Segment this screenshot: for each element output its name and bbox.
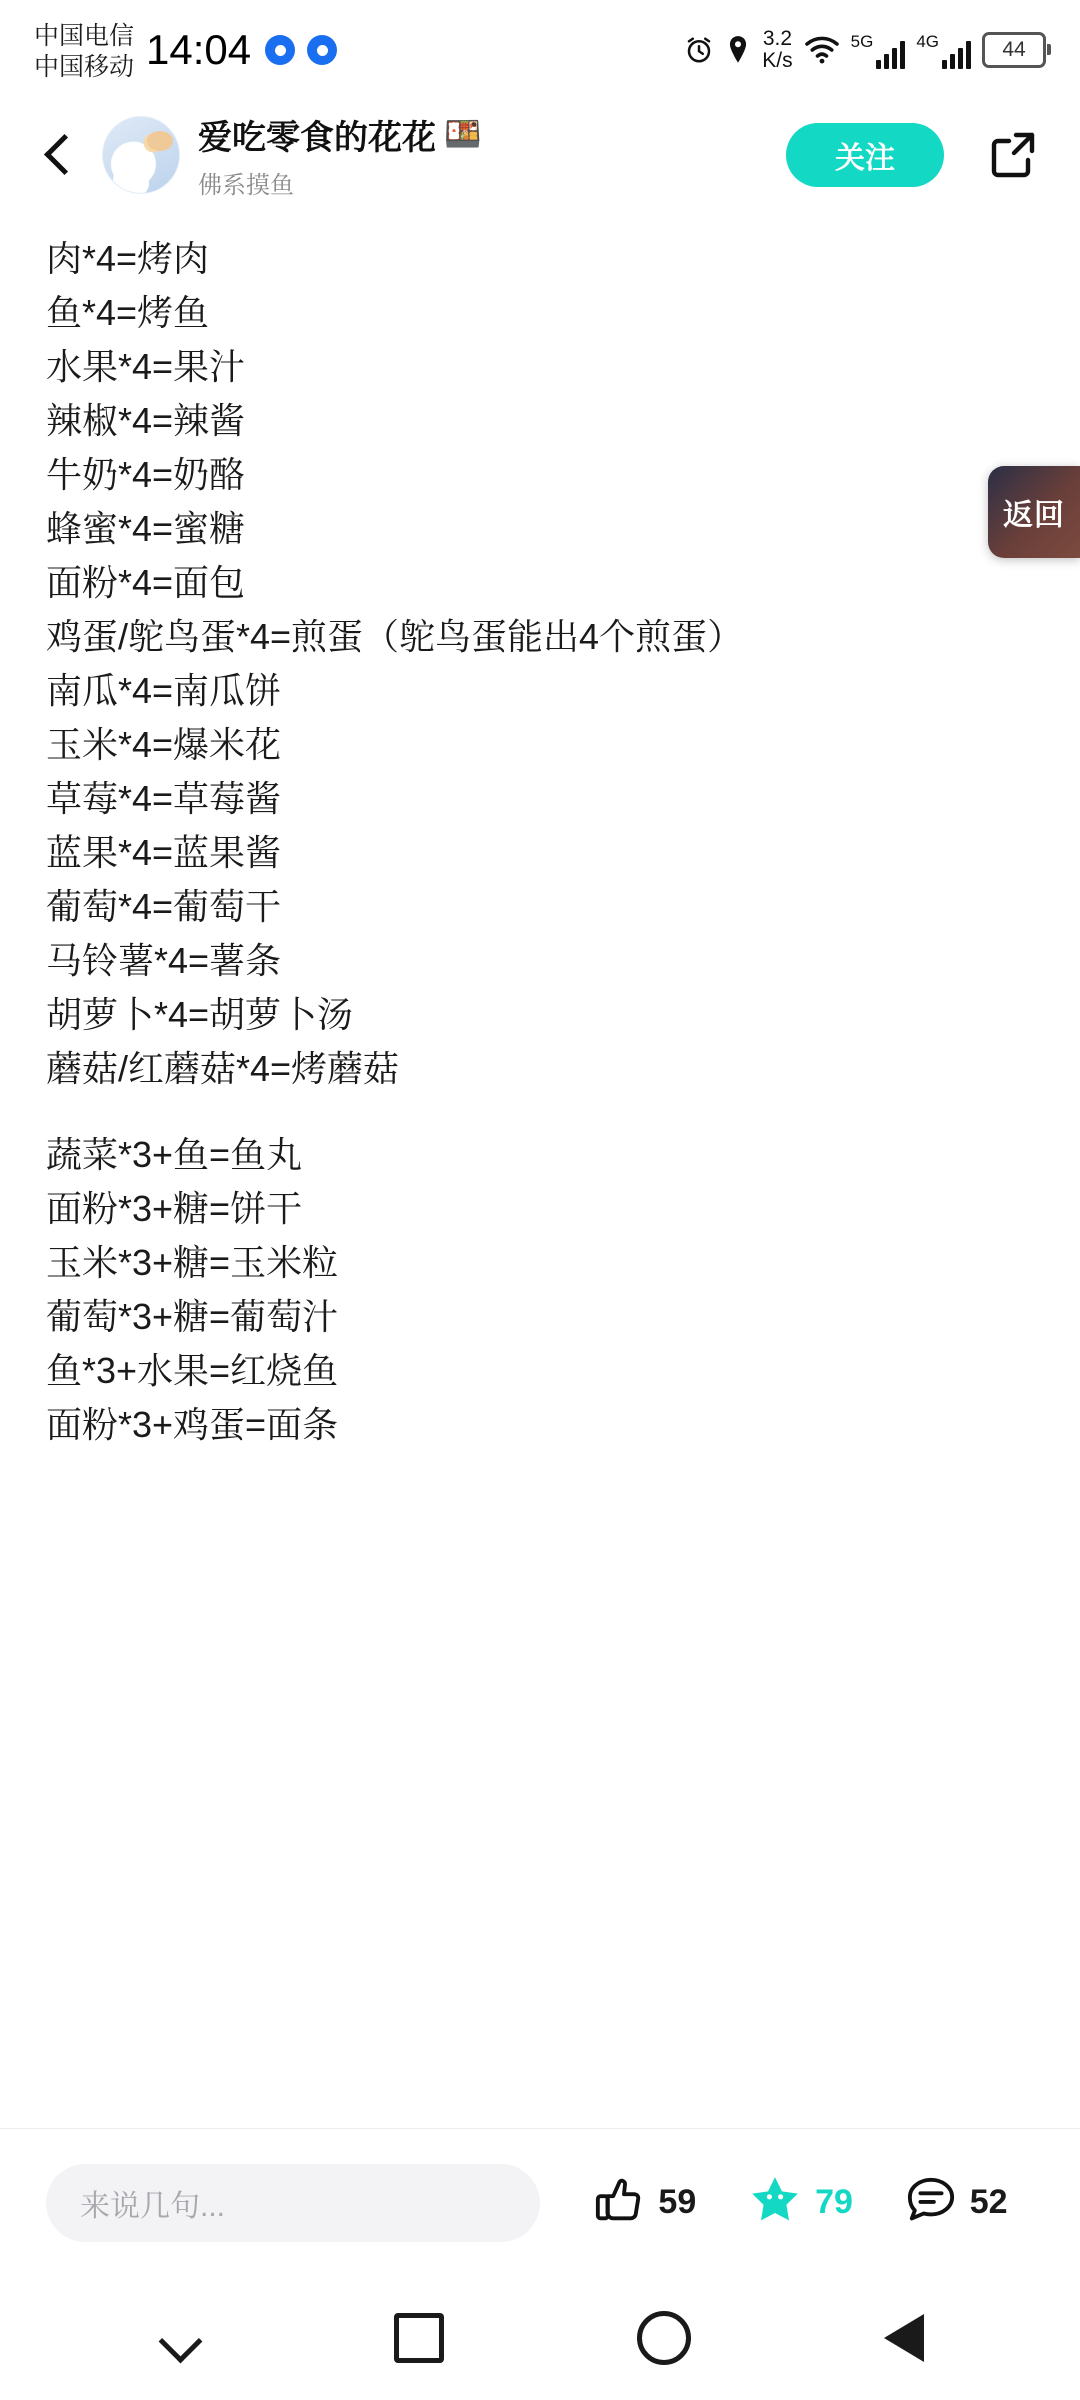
net-speed-value: 3.2 <box>762 27 793 50</box>
circle-icon[interactable] <box>637 2311 691 2365</box>
recipe-line: 玉米*3+糖=玉米粒 <box>46 1242 339 1283</box>
comment-count: 52 <box>969 2183 1008 2221</box>
recipe-line: 蔬菜*3+鱼=鱼丸 <box>46 1134 303 1175</box>
comment-button[interactable] <box>906 2175 1008 2230</box>
net-speed-unit: K/s <box>762 49 793 72</box>
signal-bars-2 <box>942 39 971 69</box>
recipe-line: 鱼*3+水果=红烧鱼 <box>46 1350 339 1391</box>
star-count: 79 <box>815 2183 853 2221</box>
chevron-down-icon[interactable] <box>157 2316 201 2360</box>
bento-emoji-icon: 🍱 <box>444 118 482 151</box>
location-icon <box>725 35 751 65</box>
star-icon <box>749 2174 801 2231</box>
floating-return-button[interactable] <box>988 466 1080 558</box>
wifi-icon <box>804 35 840 65</box>
recipe-line: 水果*4=果汁 <box>46 346 246 387</box>
back-chevron-icon[interactable] <box>36 132 82 178</box>
carrier-telecom: 中国电信 <box>34 22 135 50</box>
network-type-label-2: 4G <box>916 31 939 51</box>
status-icons <box>684 28 1046 72</box>
recipe-line: 葡萄*3+糖=葡萄汁 <box>46 1296 339 1337</box>
carrier-labels <box>34 17 134 83</box>
bottom-action-bar <box>0 2128 1080 2276</box>
notification-dot-icon-1 <box>265 35 295 65</box>
signal-icon-2 <box>916 32 971 69</box>
author-info <box>198 110 786 200</box>
follow-button[interactable]: 关注 <box>786 123 944 187</box>
author-subtitle: 佛系摸鱼 <box>198 172 294 199</box>
app-header <box>0 100 1080 210</box>
comment-icon <box>906 2175 956 2230</box>
recipe-line: 面粉*3+鸡蛋=面条 <box>46 1404 339 1445</box>
signal-icon-1 <box>851 32 906 69</box>
like-button[interactable] <box>594 2175 696 2230</box>
comment-input[interactable]: 来说几句... <box>46 2164 540 2242</box>
status-bar <box>0 0 1080 100</box>
recipe-line: 蓝果*4=蓝果酱 <box>46 832 282 873</box>
square-icon[interactable] <box>394 2313 444 2363</box>
system-nav-bar <box>0 2276 1080 2400</box>
recipe-line: 辣椒*4=辣酱 <box>46 400 246 441</box>
star-button[interactable] <box>749 2174 853 2231</box>
recipe-line: 玉米*4=爆米花 <box>46 724 282 765</box>
carrier-mobile: 中国移动 <box>34 53 135 81</box>
recipe-line: 鱼*4=烤鱼 <box>46 292 210 333</box>
post-content <box>0 210 1080 1452</box>
recipe-line: 草莓*4=草莓酱 <box>46 778 282 819</box>
thumbs-up-icon <box>594 2175 644 2230</box>
recipe-line: 南瓜*4=南瓜饼 <box>46 670 282 711</box>
author-name-row <box>198 110 786 159</box>
author-nickname: 爱吃零食的花花 <box>198 119 436 157</box>
status-time: 14:04 <box>146 26 252 73</box>
net-speed <box>762 28 792 72</box>
recipe-line: 蜂蜜*4=蜜糖 <box>46 508 246 549</box>
recipe-line: 面粉*3+糖=饼干 <box>46 1188 303 1229</box>
alarm-icon <box>684 35 714 65</box>
recipe-line: 牛奶*4=奶酪 <box>46 454 246 495</box>
recipe-line: 马铃薯*4=薯条 <box>46 940 282 981</box>
recipe-line: 蘑菇/红蘑菇*4=烤蘑菇 <box>46 1048 400 1089</box>
like-count: 59 <box>658 2183 697 2221</box>
recipe-line: 肉*4=烤肉 <box>46 238 210 279</box>
recipe-line: 鸡蛋/鸵鸟蛋*4=煎蛋（鸵鸟蛋能出4个煎蛋） <box>46 616 744 657</box>
notification-dot-icon-2 <box>307 35 337 65</box>
action-buttons <box>540 2174 1034 2231</box>
battery-icon <box>982 32 1046 68</box>
triangle-back-icon[interactable] <box>884 2314 924 2362</box>
recipe-line: 胡萝卜*4=胡萝卜汤 <box>46 994 354 1035</box>
network-type-label-1: 5G <box>850 31 874 51</box>
battery-percent: 44 <box>1002 38 1026 61</box>
share-icon[interactable] <box>988 129 1040 181</box>
paragraph-gap <box>46 1096 1040 1128</box>
signal-bars-1 <box>876 39 905 69</box>
recipe-line: 葡萄*4=葡萄干 <box>46 886 282 927</box>
recipe-line: 面粉*4=面包 <box>46 562 246 603</box>
avatar[interactable] <box>102 116 180 194</box>
floating-return-label: 返回 <box>1003 499 1065 532</box>
